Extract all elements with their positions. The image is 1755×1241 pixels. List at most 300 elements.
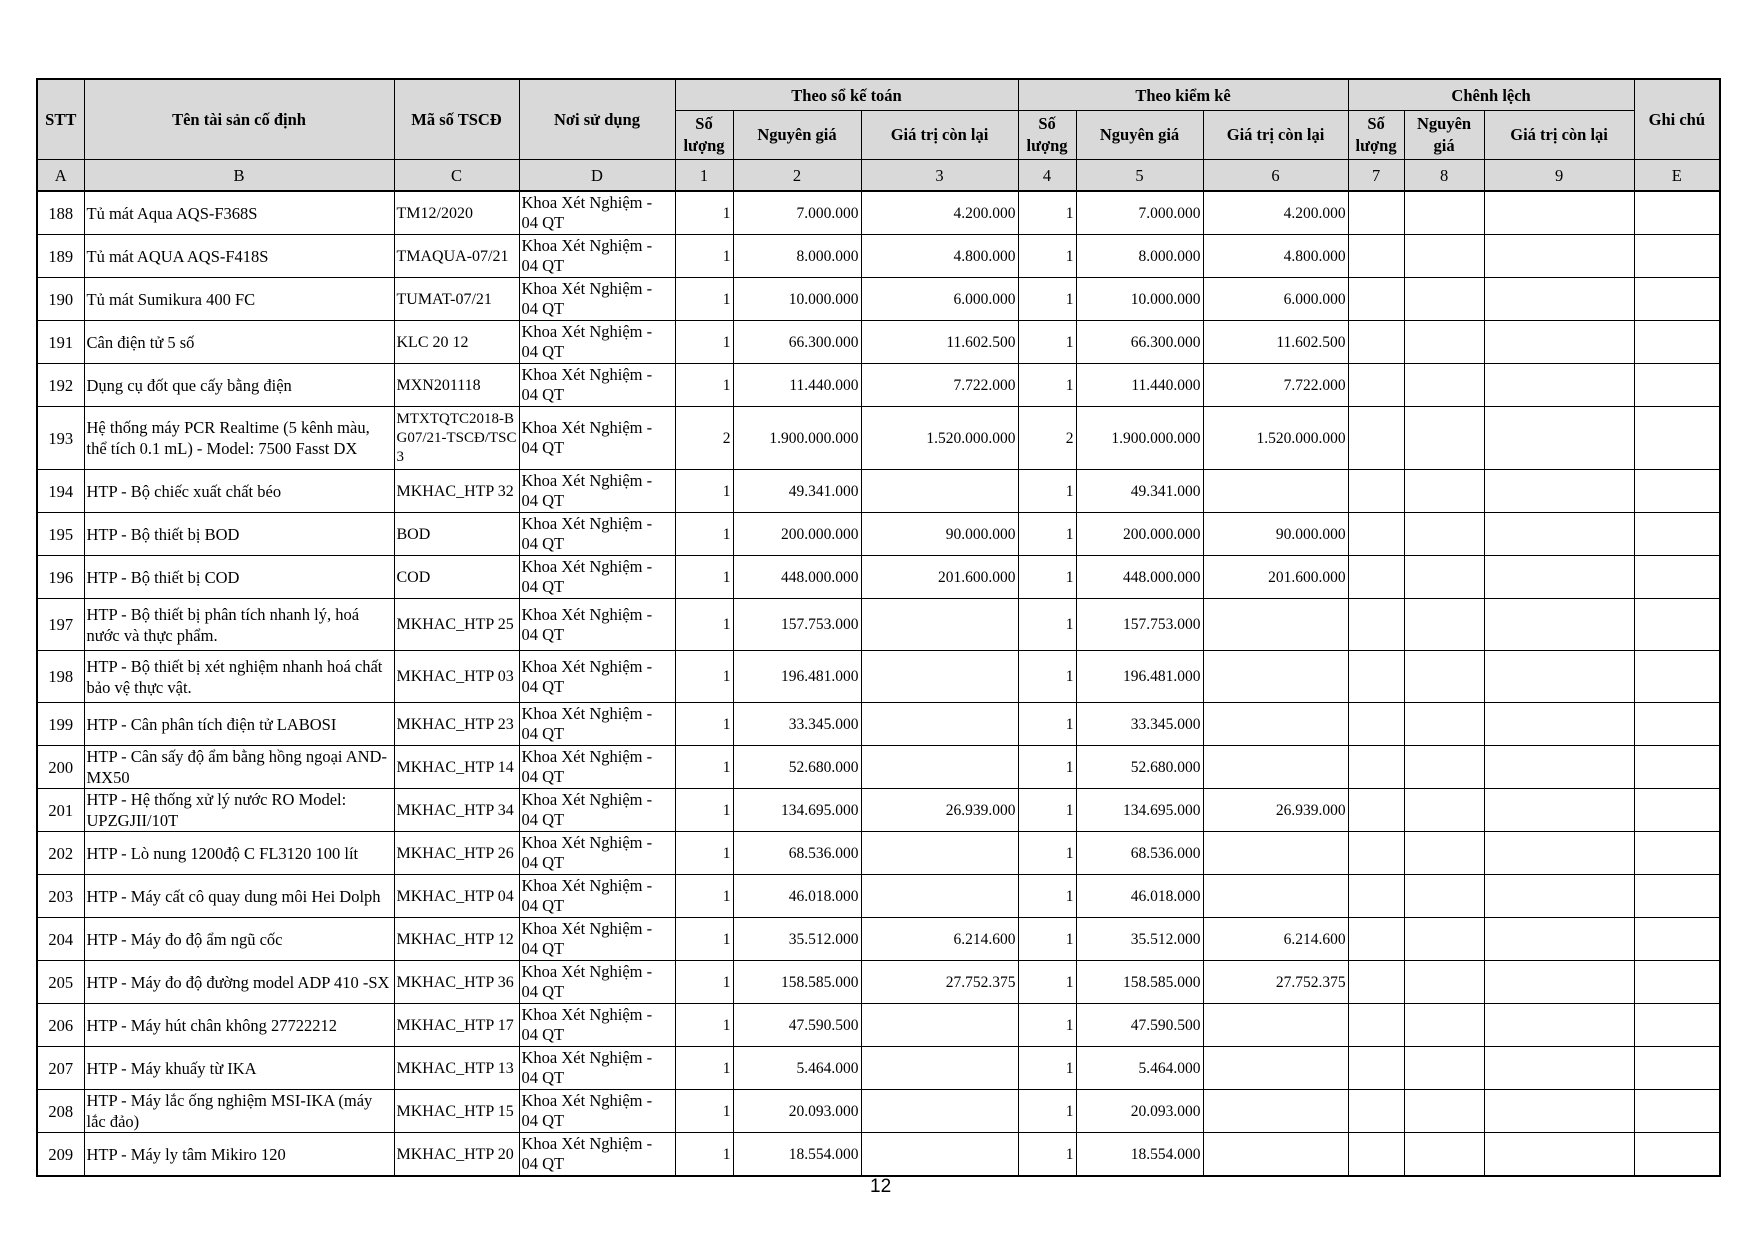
cell-diff-remaining [1484,407,1634,470]
cell-check-remaining: 7.722.000 [1203,364,1348,407]
table-row [37,746,1720,789]
cell-diff-cost [1404,513,1484,556]
cell-note [1634,321,1720,364]
cell-diff-qty [1348,364,1404,407]
cell-book-remaining: 6.000.000 [861,278,1018,321]
cell-book-cost: 158.585.000 [733,961,861,1004]
cell-asset-code: MKHAC_HTP 34 [394,789,519,832]
cell-stt: 198 [37,651,84,703]
cell-asset-name: HTP - Máy khuấy từ IKA [84,1047,394,1090]
cell-check-remaining: 26.939.000 [1203,789,1348,832]
cell-asset-name: HTP - Máy cất cô quay dung môi Hei Dolph [84,875,394,918]
cell-diff-remaining [1484,364,1634,407]
cell-book-remaining: 4.200.000 [861,191,1018,235]
cell-place: Khoa Xét Nghiệm - 04 QT [519,513,675,556]
table-row [37,599,1720,651]
cell-place: Khoa Xét Nghiệm - 04 QT [519,789,675,832]
cell-asset-name: HTP - Máy đo độ ẩm ngũ cốc [84,918,394,961]
table-row [37,278,1720,321]
cell-asset-code: MKHAC_HTP 13 [394,1047,519,1090]
page-number: 12 [870,1176,892,1197]
cell-diff-qty [1348,513,1404,556]
cell-check-qty: 1 [1018,235,1076,278]
cell-diff-cost [1404,1004,1484,1047]
cell-book-qty: 1 [675,278,733,321]
cell-book-qty: 1 [675,599,733,651]
cell-stt: 202 [37,832,84,875]
cell-place: Khoa Xét Nghiệm - 04 QT [519,470,675,513]
header-letter-cell: B [84,160,394,192]
cell-diff-remaining [1484,746,1634,789]
cell-check-remaining: 4.800.000 [1203,235,1348,278]
header-diff-cost: Nguyên giá [1404,111,1484,160]
cell-asset-code: MKHAC_HTP 03 [394,651,519,703]
cell-book-remaining [861,746,1018,789]
cell-stt: 194 [37,470,84,513]
cell-book-remaining [861,1047,1018,1090]
cell-check-remaining: 90.000.000 [1203,513,1348,556]
cell-place: Khoa Xét Nghiệm - 04 QT [519,235,675,278]
table-row [37,651,1720,703]
cell-book-qty: 1 [675,556,733,599]
cell-check-qty: 1 [1018,191,1076,235]
cell-book-cost: 68.536.000 [733,832,861,875]
header-group-check: Theo kiểm kê [1018,79,1348,111]
cell-asset-code: BOD [394,513,519,556]
cell-check-qty: 1 [1018,1047,1076,1090]
cell-note [1634,875,1720,918]
header-letter-cell: C [394,160,519,192]
header-letter-cell: D [519,160,675,192]
cell-check-qty: 1 [1018,278,1076,321]
cell-diff-qty [1348,746,1404,789]
table-row [37,875,1720,918]
cell-book-qty: 1 [675,832,733,875]
cell-check-qty: 1 [1018,1090,1076,1133]
header-asset-name: Tên tài sản cố định [84,79,394,160]
cell-diff-cost [1404,703,1484,746]
cell-asset-code: MKHAC_HTP 14 [394,746,519,789]
cell-note [1634,1133,1720,1177]
table-row [37,556,1720,599]
cell-diff-cost [1404,1090,1484,1133]
cell-book-remaining [861,1133,1018,1177]
cell-asset-code: MTXTQTC2018-BG07/21-TSCĐ/TSC3 [394,407,519,470]
header-note: Ghi chú [1634,79,1720,160]
cell-check-qty: 1 [1018,556,1076,599]
cell-stt: 192 [37,364,84,407]
cell-diff-qty [1348,599,1404,651]
header-letter-cell: 1 [675,160,733,192]
cell-check-cost: 20.093.000 [1076,1090,1203,1133]
cell-check-remaining: 11.602.500 [1203,321,1348,364]
cell-book-cost: 8.000.000 [733,235,861,278]
cell-book-qty: 1 [675,235,733,278]
cell-asset-code: MKHAC_HTP 26 [394,832,519,875]
table-row [37,1133,1720,1177]
cell-place: Khoa Xét Nghiệm - 04 QT [519,599,675,651]
cell-book-cost: 134.695.000 [733,789,861,832]
cell-book-cost: 5.464.000 [733,1047,861,1090]
cell-diff-cost [1404,651,1484,703]
cell-book-qty: 1 [675,470,733,513]
cell-note [1634,364,1720,407]
cell-check-qty: 1 [1018,1004,1076,1047]
cell-diff-qty [1348,1047,1404,1090]
header-letter-cell: 9 [1484,160,1634,192]
cell-place: Khoa Xét Nghiệm - 04 QT [519,407,675,470]
cell-check-remaining: 4.200.000 [1203,191,1348,235]
cell-check-qty: 1 [1018,364,1076,407]
cell-book-cost: 47.590.500 [733,1004,861,1047]
cell-check-remaining [1203,875,1348,918]
cell-book-cost: 11.440.000 [733,364,861,407]
cell-diff-qty [1348,321,1404,364]
cell-check-qty: 1 [1018,875,1076,918]
table-row [37,470,1720,513]
header-check-cost: Nguyên giá [1076,111,1203,160]
cell-diff-remaining [1484,703,1634,746]
cell-book-remaining [861,651,1018,703]
cell-diff-cost [1404,961,1484,1004]
cell-book-remaining [861,599,1018,651]
cell-asset-name: HTP - Hệ thống xử lý nước RO Model: UPZGJII/10T [84,789,394,832]
cell-diff-qty [1348,832,1404,875]
cell-check-remaining [1203,1090,1348,1133]
cell-diff-qty [1348,1004,1404,1047]
cell-note [1634,918,1720,961]
cell-check-qty: 1 [1018,789,1076,832]
cell-note [1634,1004,1720,1047]
cell-diff-remaining [1484,1047,1634,1090]
cell-check-remaining: 201.600.000 [1203,556,1348,599]
cell-check-qty: 1 [1018,599,1076,651]
header-letter-cell: 7 [1348,160,1404,192]
cell-book-qty: 2 [675,407,733,470]
cell-book-remaining: 26.939.000 [861,789,1018,832]
cell-book-remaining [861,1004,1018,1047]
cell-check-cost: 196.481.000 [1076,651,1203,703]
cell-place: Khoa Xét Nghiệm - 04 QT [519,746,675,789]
cell-book-cost: 33.345.000 [733,703,861,746]
cell-asset-name: Cân điện tử 5 số [84,321,394,364]
cell-book-qty: 1 [675,513,733,556]
cell-check-cost: 5.464.000 [1076,1047,1203,1090]
table-row [37,235,1720,278]
table-body [37,191,1720,1176]
cell-diff-remaining [1484,789,1634,832]
cell-stt: 193 [37,407,84,470]
cell-note [1634,1090,1720,1133]
cell-book-qty: 1 [675,651,733,703]
cell-check-cost: 448.000.000 [1076,556,1203,599]
cell-book-qty: 1 [675,875,733,918]
cell-place: Khoa Xét Nghiệm - 04 QT [519,191,675,235]
cell-stt: 201 [37,789,84,832]
cell-place: Khoa Xét Nghiệm - 04 QT [519,918,675,961]
cell-diff-remaining [1484,1133,1634,1177]
table-row [37,513,1720,556]
cell-note [1634,235,1720,278]
cell-check-cost: 10.000.000 [1076,278,1203,321]
cell-diff-remaining [1484,1004,1634,1047]
cell-check-remaining: 6.214.600 [1203,918,1348,961]
cell-stt: 191 [37,321,84,364]
cell-check-remaining [1203,651,1348,703]
cell-diff-remaining [1484,321,1634,364]
cell-diff-cost [1404,235,1484,278]
header-letter-cell: 8 [1404,160,1484,192]
cell-check-cost: 47.590.500 [1076,1004,1203,1047]
cell-stt: 195 [37,513,84,556]
cell-asset-name: HTP - Bộ chiếc xuất chất béo [84,470,394,513]
cell-book-remaining: 4.800.000 [861,235,1018,278]
cell-diff-cost [1404,407,1484,470]
table-row [37,789,1720,832]
cell-asset-name: HTP - Máy lắc ống nghiệm MSI-IKA (máy lắc đảo) [84,1090,394,1133]
cell-asset-code: MKHAC_HTP 36 [394,961,519,1004]
header-letter-cell: A [37,160,84,192]
cell-book-cost: 196.481.000 [733,651,861,703]
cell-check-cost: 49.341.000 [1076,470,1203,513]
cell-check-cost: 52.680.000 [1076,746,1203,789]
cell-diff-remaining [1484,599,1634,651]
table-row [37,191,1720,235]
cell-book-remaining [861,832,1018,875]
cell-check-cost: 200.000.000 [1076,513,1203,556]
cell-check-remaining [1203,1004,1348,1047]
cell-diff-cost [1404,875,1484,918]
cell-diff-remaining [1484,961,1634,1004]
cell-asset-name: HTP - Bộ thiết bị COD [84,556,394,599]
cell-diff-qty [1348,235,1404,278]
header-check-qty: Số lượng [1018,111,1076,160]
cell-asset-name: HTP - Lò nung 1200độ C FL3120 100 lít [84,832,394,875]
cell-diff-qty [1348,470,1404,513]
cell-note [1634,513,1720,556]
header-letter-cell: 2 [733,160,861,192]
cell-book-cost: 7.000.000 [733,191,861,235]
cell-check-qty: 1 [1018,746,1076,789]
cell-place: Khoa Xét Nghiệm - 04 QT [519,651,675,703]
cell-diff-remaining [1484,513,1634,556]
cell-check-remaining [1203,599,1348,651]
asset-inventory-table [36,78,1721,1177]
cell-check-qty: 1 [1018,1133,1076,1177]
cell-check-qty: 1 [1018,918,1076,961]
cell-place: Khoa Xét Nghiệm - 04 QT [519,278,675,321]
cell-book-qty: 1 [675,191,733,235]
asset-inventory-table-container [36,78,1719,1177]
cell-asset-name: HTP - Bộ thiết bị xét nghiệm nhanh hoá chất bảo vệ thực vật. [84,651,394,703]
cell-stt: 204 [37,918,84,961]
cell-place: Khoa Xét Nghiệm - 04 QT [519,703,675,746]
cell-diff-cost [1404,789,1484,832]
cell-note [1634,556,1720,599]
cell-book-cost: 448.000.000 [733,556,861,599]
cell-asset-name: HTP - Máy hút chân không 27722212 [84,1004,394,1047]
cell-book-cost: 157.753.000 [733,599,861,651]
header-place: Nơi sử dụng [519,79,675,160]
cell-asset-code: MKHAC_HTP 04 [394,875,519,918]
header-check-remaining: Giá trị còn lại [1203,111,1348,160]
cell-stt: 208 [37,1090,84,1133]
cell-stt: 196 [37,556,84,599]
header-diff-qty: Số lượng [1348,111,1404,160]
table-row [37,832,1720,875]
cell-diff-remaining [1484,235,1634,278]
cell-check-cost: 66.300.000 [1076,321,1203,364]
cell-check-qty: 1 [1018,651,1076,703]
header-group-book: Theo sổ kế toán [675,79,1018,111]
cell-check-remaining: 27.752.375 [1203,961,1348,1004]
cell-diff-qty [1348,278,1404,321]
cell-check-cost: 46.018.000 [1076,875,1203,918]
cell-place: Khoa Xét Nghiệm - 04 QT [519,1133,675,1177]
cell-check-qty: 1 [1018,321,1076,364]
cell-book-qty: 1 [675,746,733,789]
cell-note [1634,1047,1720,1090]
cell-book-cost: 18.554.000 [733,1133,861,1177]
cell-diff-qty [1348,918,1404,961]
cell-place: Khoa Xét Nghiệm - 04 QT [519,1004,675,1047]
cell-asset-name: Hệ thống máy PCR Realtime (5 kênh màu, thể tích 0.1 mL) - Model: 7500 Fasst DX [84,407,394,470]
cell-book-remaining [861,470,1018,513]
cell-book-remaining [861,703,1018,746]
cell-note [1634,470,1720,513]
cell-asset-code: MXN201118 [394,364,519,407]
cell-diff-qty [1348,556,1404,599]
cell-check-qty: 1 [1018,832,1076,875]
cell-asset-name: HTP - Bộ thiết bị BOD [84,513,394,556]
cell-book-cost: 1.900.000.000 [733,407,861,470]
cell-diff-remaining [1484,918,1634,961]
header-letter-cell: E [1634,160,1720,192]
cell-asset-code: TUMAT-07/21 [394,278,519,321]
cell-asset-code: MKHAC_HTP 25 [394,599,519,651]
cell-asset-code: MKHAC_HTP 32 [394,470,519,513]
cell-book-qty: 1 [675,961,733,1004]
cell-book-qty: 1 [675,1004,733,1047]
cell-diff-remaining [1484,470,1634,513]
cell-diff-qty [1348,191,1404,235]
cell-asset-name: HTP - Máy đo độ đường model ADP 410 -SX [84,961,394,1004]
cell-book-remaining: 201.600.000 [861,556,1018,599]
cell-check-cost: 7.000.000 [1076,191,1203,235]
cell-book-cost: 200.000.000 [733,513,861,556]
cell-book-cost: 49.341.000 [733,470,861,513]
header-book-remaining: Giá trị còn lại [861,111,1018,160]
header-letter-cell: 5 [1076,160,1203,192]
cell-diff-remaining [1484,651,1634,703]
cell-book-cost: 20.093.000 [733,1090,861,1133]
cell-asset-code: COD [394,556,519,599]
cell-check-cost: 8.000.000 [1076,235,1203,278]
cell-note [1634,407,1720,470]
cell-check-qty: 2 [1018,407,1076,470]
cell-diff-cost [1404,364,1484,407]
cell-diff-qty [1348,875,1404,918]
cell-book-qty: 1 [675,1047,733,1090]
cell-diff-cost [1404,832,1484,875]
table-row [37,703,1720,746]
cell-diff-qty [1348,961,1404,1004]
cell-check-cost: 134.695.000 [1076,789,1203,832]
cell-book-cost: 66.300.000 [733,321,861,364]
cell-check-remaining [1203,1047,1348,1090]
cell-asset-name: Tủ mát Sumikura 400 FC [84,278,394,321]
cell-book-cost: 35.512.000 [733,918,861,961]
cell-check-remaining [1203,703,1348,746]
cell-place: Khoa Xét Nghiệm - 04 QT [519,364,675,407]
cell-check-qty: 1 [1018,470,1076,513]
cell-asset-name: Tủ mát Aqua AQS-F368S [84,191,394,235]
cell-book-qty: 1 [675,918,733,961]
cell-note [1634,789,1720,832]
table-row [37,407,1720,470]
cell-check-remaining [1203,1133,1348,1177]
cell-book-remaining: 27.752.375 [861,961,1018,1004]
cell-diff-qty [1348,703,1404,746]
cell-diff-remaining [1484,1090,1634,1133]
header-diff-remaining: Giá trị còn lại [1484,111,1634,160]
cell-diff-qty [1348,407,1404,470]
cell-asset-code: MKHAC_HTP 20 [394,1133,519,1177]
cell-place: Khoa Xét Nghiệm - 04 QT [519,321,675,364]
cell-asset-code: MKHAC_HTP 15 [394,1090,519,1133]
cell-check-remaining [1203,832,1348,875]
table-row [37,918,1720,961]
cell-diff-cost [1404,278,1484,321]
cell-asset-name: HTP - Bộ thiết bị phân tích nhanh lý, hoá nước và thực phẩm. [84,599,394,651]
cell-note [1634,832,1720,875]
cell-diff-cost [1404,191,1484,235]
cell-place: Khoa Xét Nghiệm - 04 QT [519,832,675,875]
cell-place: Khoa Xét Nghiệm - 04 QT [519,875,675,918]
cell-book-qty: 1 [675,703,733,746]
cell-diff-cost [1404,918,1484,961]
cell-stt: 203 [37,875,84,918]
cell-diff-qty [1348,1133,1404,1177]
cell-check-cost: 157.753.000 [1076,599,1203,651]
cell-diff-qty [1348,789,1404,832]
cell-asset-code: TMAQUA-07/21 [394,235,519,278]
cell-check-cost: 35.512.000 [1076,918,1203,961]
cell-stt: 205 [37,961,84,1004]
header-asset-code: Mã số TSCĐ [394,79,519,160]
cell-book-remaining: 1.520.000.000 [861,407,1018,470]
cell-check-remaining: 1.520.000.000 [1203,407,1348,470]
cell-diff-cost [1404,1047,1484,1090]
cell-asset-name: HTP - Cân sấy độ ẩm bằng hồng ngoại AND-MX50 [84,746,394,789]
table-row [37,321,1720,364]
cell-asset-name: HTP - Cân phân tích điện tử LABOSI [84,703,394,746]
cell-stt: 189 [37,235,84,278]
cell-asset-code: KLC 20 12 [394,321,519,364]
cell-diff-cost [1404,1133,1484,1177]
cell-stt: 207 [37,1047,84,1090]
table-header [37,79,1720,191]
header-stt: STT [37,79,84,160]
cell-stt: 188 [37,191,84,235]
cell-diff-cost [1404,556,1484,599]
cell-asset-name: Dụng cụ đốt que cấy bằng điện [84,364,394,407]
cell-diff-qty [1348,651,1404,703]
cell-book-remaining [861,875,1018,918]
cell-asset-code: MKHAC_HTP 12 [394,918,519,961]
cell-check-remaining [1203,470,1348,513]
cell-check-qty: 1 [1018,703,1076,746]
